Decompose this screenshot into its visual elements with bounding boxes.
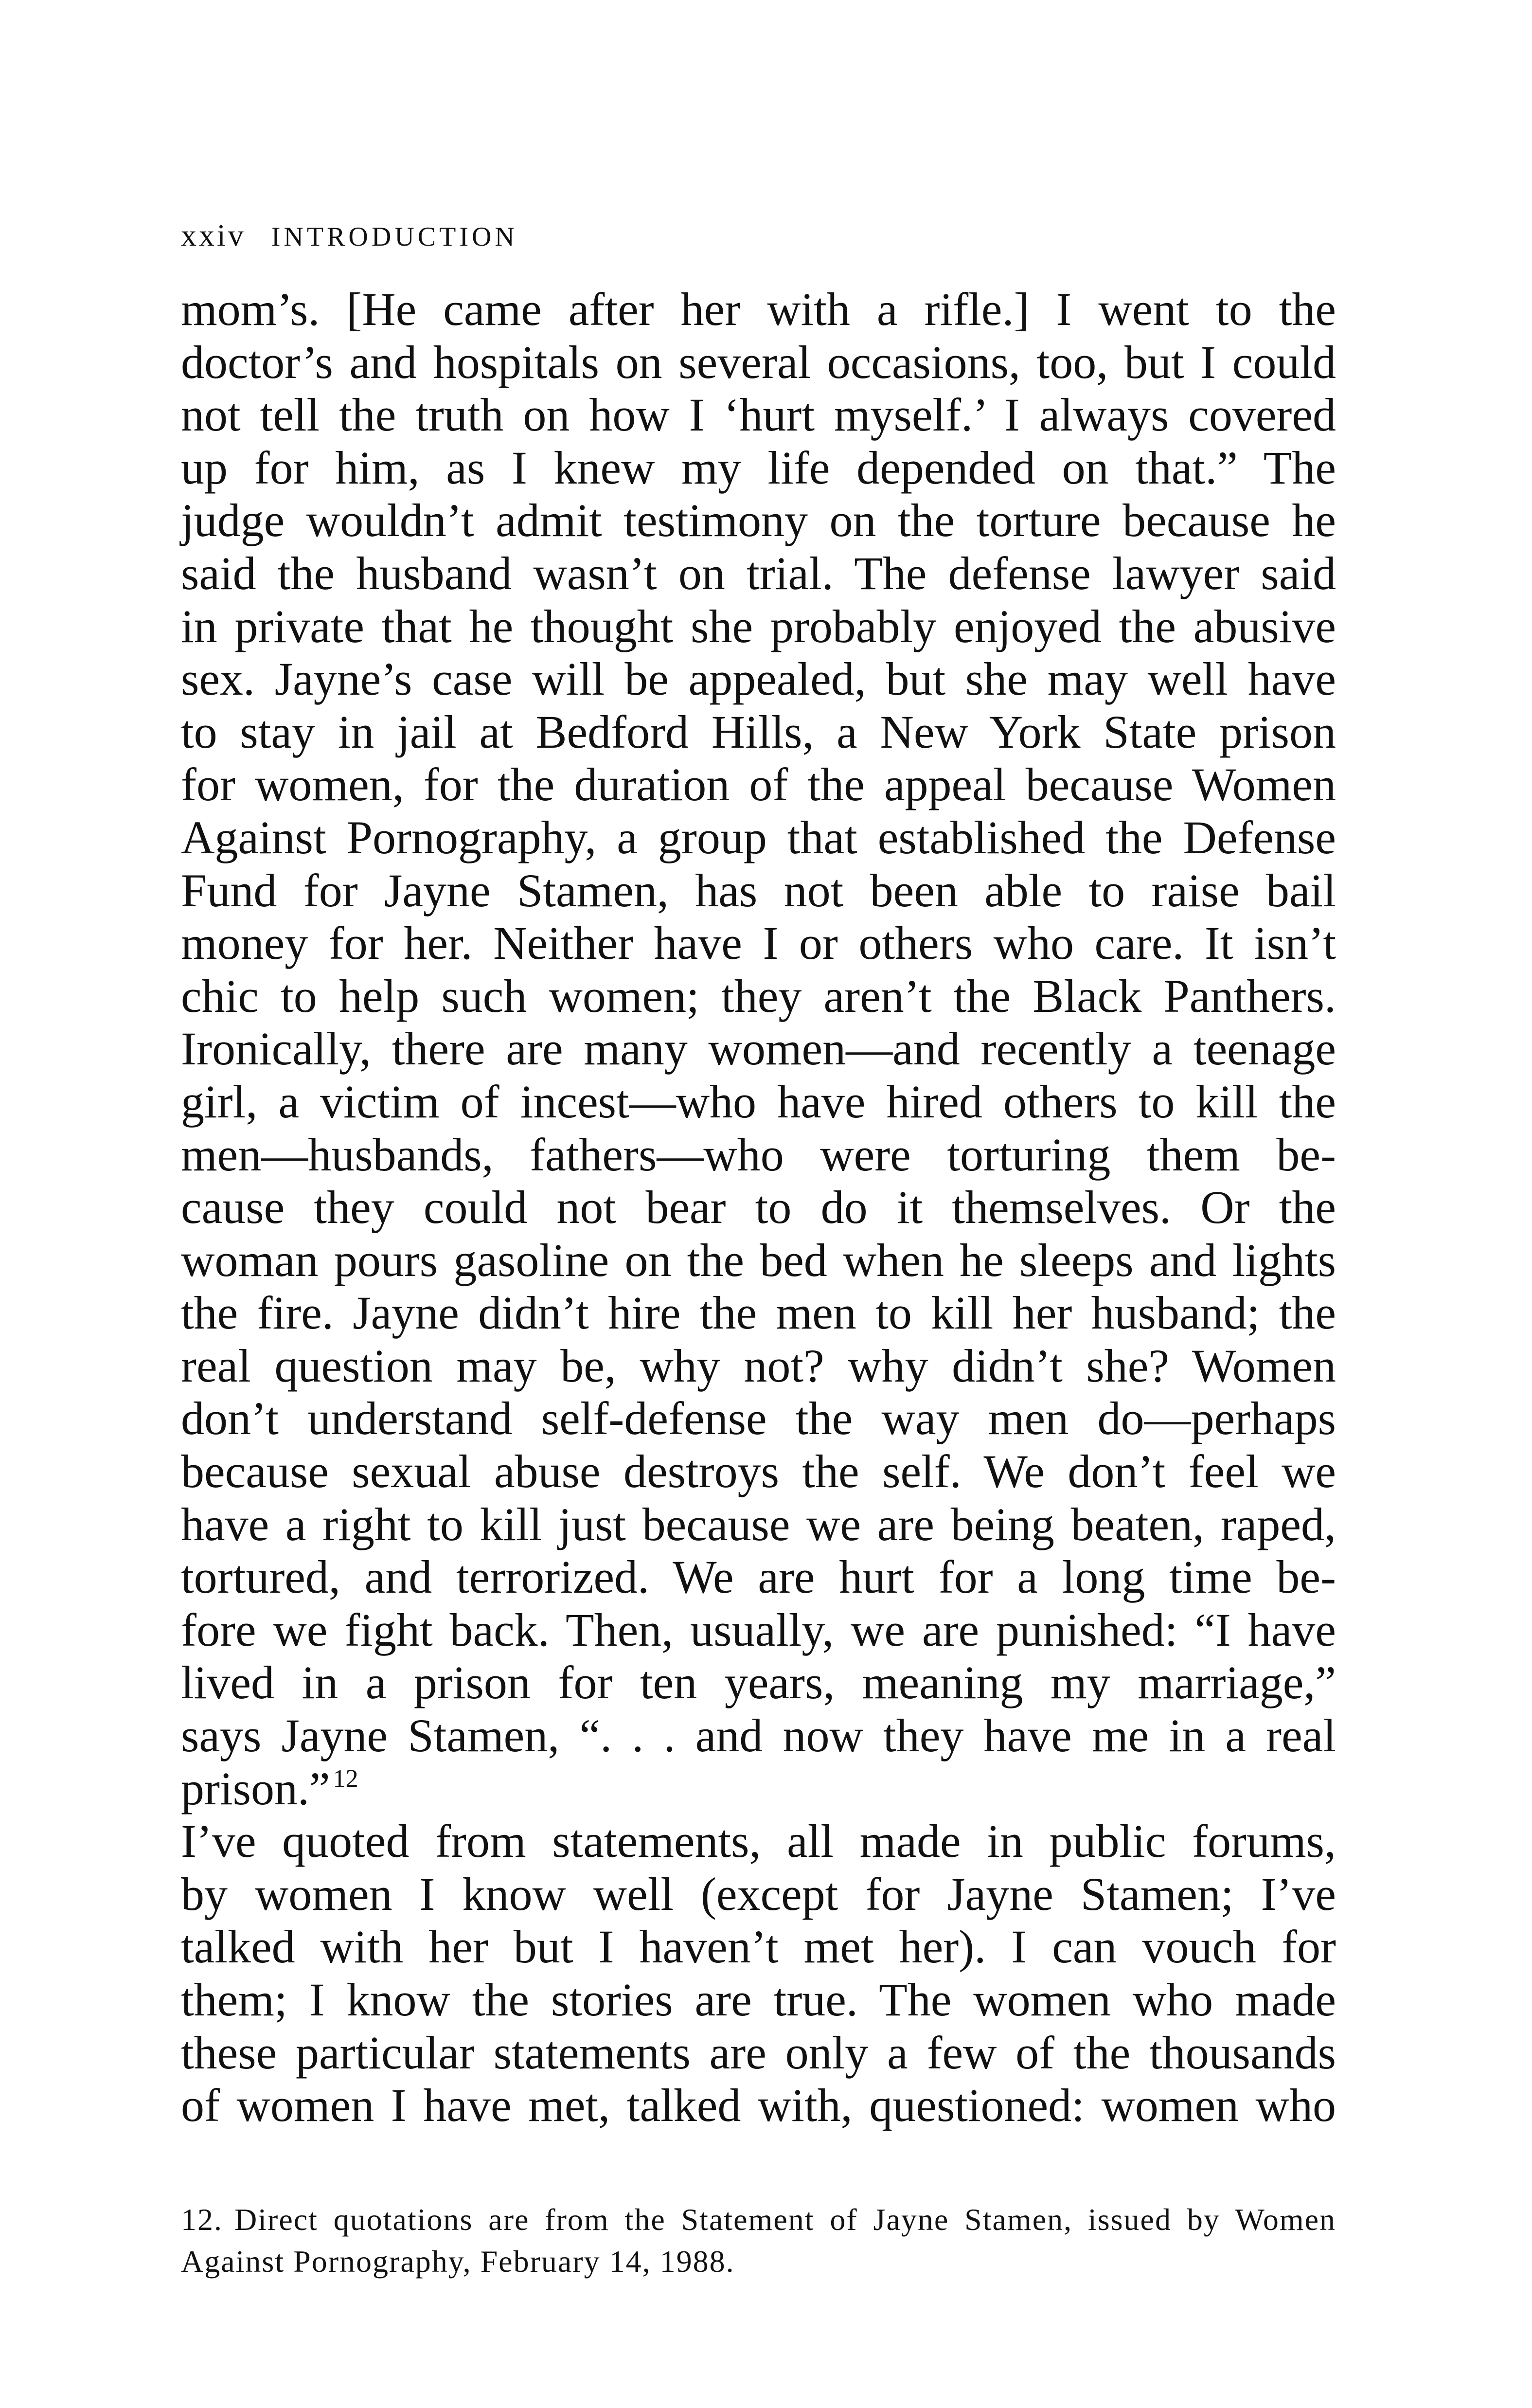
text-line: tortured, and terrorized. We are hurt for a long time be- — [181, 1551, 1336, 1603]
text-line: talked with her but I haven’t met her). I can vouch for — [181, 1921, 1336, 1973]
chapter-title: INTRODUCTION — [271, 222, 518, 252]
text-line: cause they could not bear to do it themselves. Or the — [181, 1181, 1336, 1234]
footnote-number: 12. — [181, 2202, 223, 2237]
text-line: Against Pornography, a group that established the Defense — [181, 811, 1336, 863]
text-line: don’t understand self-defense the way men do—perhaps — [181, 1392, 1336, 1445]
text-line: to stay in jail at Bedford Hills, a New York State prison — [181, 705, 1336, 758]
text-line-content: prison.” — [181, 1762, 330, 1815]
footnote-line: Against Pornography, February 14, 1988. — [181, 2244, 735, 2279]
footnote-section — [181, 2199, 1336, 2282]
text-line: for women, for the duration of the appeal because Women — [181, 758, 1336, 811]
text-line: because sexual abuse destroys the self. We don’t feel we — [181, 1445, 1336, 1498]
text-line: girl, a victim of incest—who have hired others to kill the — [181, 1075, 1336, 1128]
paragraph-start-line: I’ve quoted from statements, all made in public forums, — [181, 1815, 1336, 1868]
text-line: chic to help such women; they aren’t the Black Panthers. — [181, 970, 1336, 1022]
text-line: these particular statements are only a few of the thousands — [181, 2026, 1336, 2079]
running-head — [181, 220, 518, 251]
text-line: Fund for Jayne Stamen, has not been able to raise bail — [181, 864, 1336, 916]
text-line: fore we fight back. Then, usually, we are punished: “I have — [181, 1603, 1336, 1656]
text-line: up for him, as I knew my life depended on that.” The — [181, 441, 1336, 494]
text-line: real question may be, why not? why didn’t she? Women — [181, 1339, 1336, 1392]
text-line: sex. Jayne’s case will be appealed, but she may well have — [181, 653, 1336, 705]
text-line: lived in a prison for ten years, meaning my marriage,” — [181, 1656, 1336, 1709]
text-line: the fire. Jayne didn’t hire the men to kill her husband; the — [181, 1287, 1336, 1339]
text-line: mom’s. [He came after her with a rifle.] I went to the — [181, 283, 1336, 335]
text-line: of women I have met, talked with, questioned: women who — [181, 2079, 1336, 2132]
text-line — [181, 1762, 1336, 1815]
text-line: have a right to kill just because we are being beaten, raped, — [181, 1498, 1336, 1550]
text-line: men—husbands, fathers—who were torturing them be- — [181, 1128, 1336, 1181]
footnote-line — [181, 2199, 1336, 2241]
body-text — [181, 283, 1336, 2132]
page-number: xxiv — [181, 218, 246, 252]
text-line: judge wouldn’t admit testimony on the torture because he — [181, 494, 1336, 547]
text-line: not tell the truth on how I ‘hurt myself.’ I always covered — [181, 389, 1336, 441]
text-line: by women I know well (except for Jayne Stamen; I’ve — [181, 1868, 1336, 1920]
footnote-text: Direct quotations are from the Statement of Jayne Stamen, issued by Women — [234, 2202, 1336, 2237]
text-line: said the husband wasn’t on trial. The defense lawyer said — [181, 547, 1336, 599]
text-line: woman pours gasoline on the bed when he sleeps and lights — [181, 1234, 1336, 1286]
text-line: them; I know the stories are true. The women who made — [181, 1974, 1336, 2026]
text-line: in private that he thought she probably enjoyed the abusive — [181, 600, 1336, 652]
footnote-reference[interactable]: 12 — [333, 1764, 358, 1793]
text-line: says Jayne Stamen, “. . . and now they have me in a real — [181, 1709, 1336, 1762]
text-line: doctor’s and hospitals on several occasions, too, but I could — [181, 336, 1336, 388]
text-line: money for her. Neither have I or others who care. It isn’t — [181, 917, 1336, 970]
text-line: Ironically, there are many women—and recently a teenage — [181, 1023, 1336, 1075]
